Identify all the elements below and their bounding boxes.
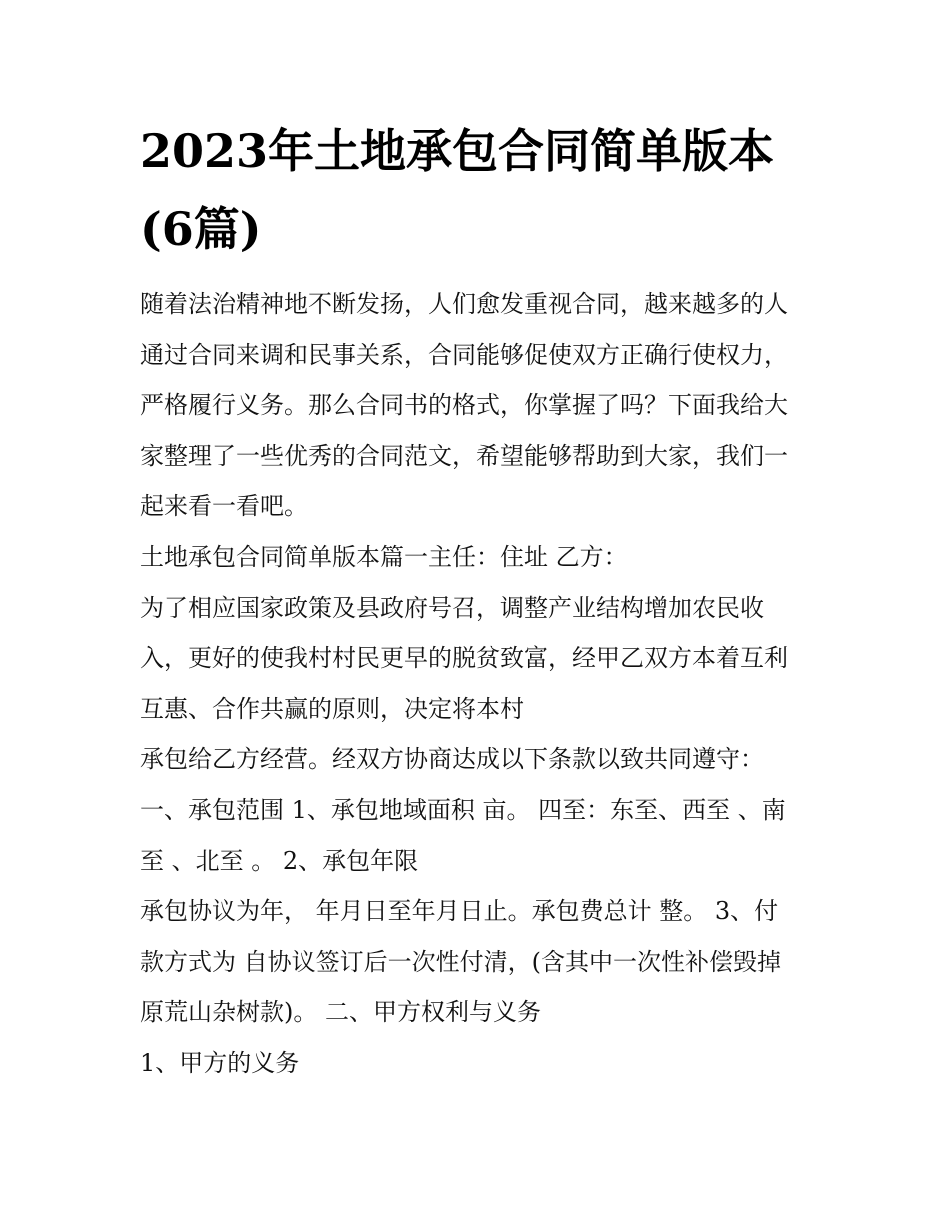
title-line-2: (6篇) — [140, 202, 262, 256]
document-body — [140, 279, 830, 1089]
paragraph-line: 款方式为 自协议签订后一次性付清，(含其中一次性补偿毁掉 — [140, 947, 781, 976]
paragraph-line: 通过合同来调和民事关系，合同能够促使双方正确行使权力， — [140, 340, 788, 369]
paragraph-line: 随着法治精神地不断发扬，人们愈发重视合同，越来越多的人 — [140, 290, 788, 318]
paragraph-line: 互惠、合作共赢的原则，决定将本村 — [140, 694, 524, 723]
paragraph-line: 家整理了一些优秀的合同范文，希望能够帮助到大家，我们一 — [140, 441, 788, 470]
paragraph-line: 起来看一看吧。 — [140, 492, 308, 521]
paragraph-line: 承包协议为年， 年月日至年月日止。承包费总计 整。 3、付 — [140, 897, 779, 926]
paragraph-line: 土地承包合同简单版本篇一主任：住址 乙方： — [140, 542, 628, 571]
paragraph-line: 一、承包范围 1、承包地域面积 亩。 四至：东至、西至 、南 — [140, 795, 786, 824]
paragraph-line: 为了相应国家政策及县政府号召，调整产业结构增加农民收 — [140, 593, 764, 622]
paragraph-line: 至 、北至 。 2、承包年限 — [140, 846, 419, 875]
paragraph-line: 原荒山杂树款)。 二、甲方权利与义务 — [140, 998, 541, 1027]
paragraph-line: 承包给乙方经营。经双方协商达成以下条款以致共同遵守： — [140, 745, 764, 774]
paragraph-line: 入，更好的使我村村民更早的脱贫致富，经甲乙双方本着互利 — [140, 644, 788, 673]
paragraph-line: 1、甲方的义务 — [140, 1048, 300, 1077]
document-title — [140, 112, 840, 268]
title-line-1: 2023年土地承包合同简单版本 — [140, 124, 775, 178]
paragraph-line: 严格履行义务。那么合同书的格式，你掌握了吗？下面我给大 — [140, 391, 788, 420]
